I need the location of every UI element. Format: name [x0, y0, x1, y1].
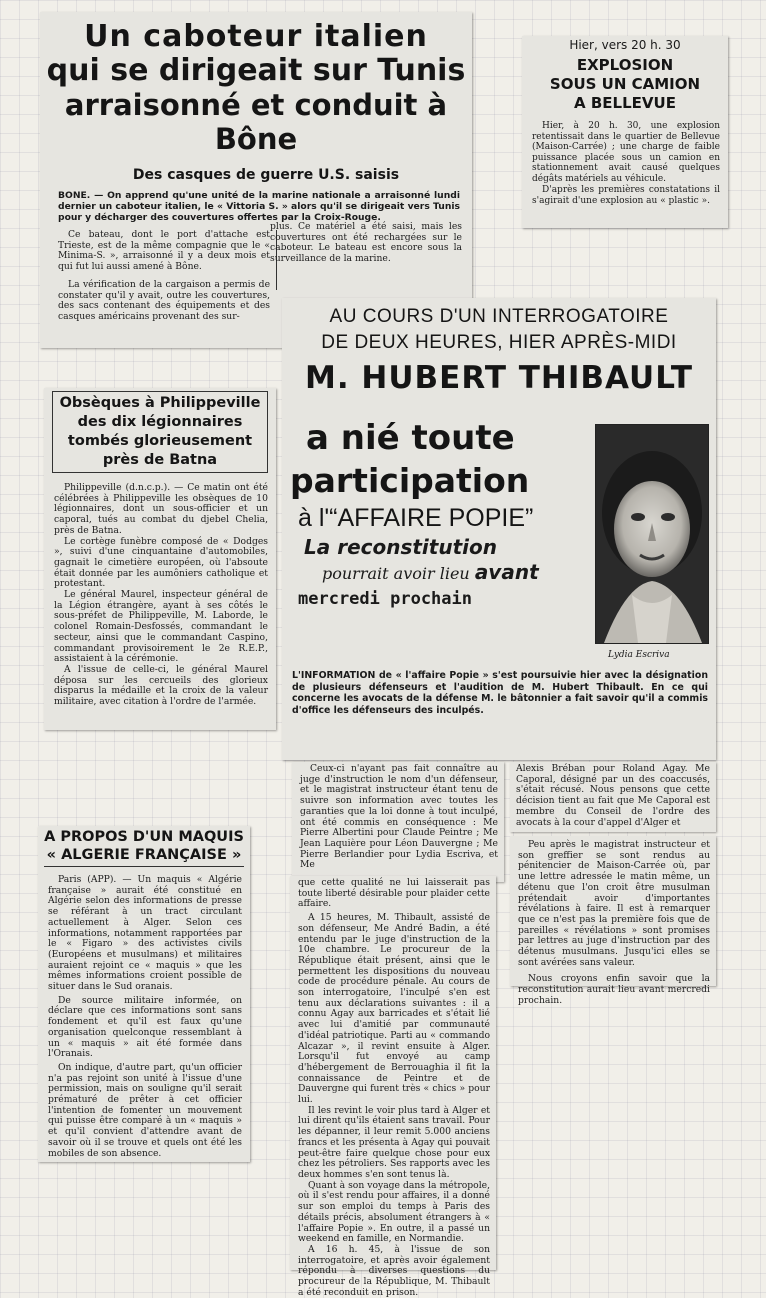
article-thibault-sub3: mercredi prochain [298, 589, 472, 609]
article-thibault-lead: L'INFORMATION de « l'affaire Popie » s'est poursuivie hier avec la désignation de plusieurs défenseurs et l'audition de M. Hubert Thibault. En ce qui concerne les avocats de la défense M. le bâtonnier a fait savoir qu'il a commis d'office les défenseurs des inculpés. [292, 670, 708, 716]
article-caboteur-headline-2: qui se dirigeait sur Tunis [46, 53, 466, 88]
article-thibault-kicker-2: DE DEUX HEURES, HIER APRÈS-MIDI [321, 332, 677, 353]
article-thibault-col-c-text: que cette qualité ne lui laisserait pas toute liberté désirable pour plaider cette affaire. [298, 877, 490, 910]
article-explosion-kicker: Hier, vers 20 h. 30 [569, 38, 681, 52]
article-obseques-headline-2: des dix légionnaires [77, 414, 243, 430]
article-thibault-headline-3: participation [290, 461, 530, 500]
article-explosion-headline-1: EXPLOSION [576, 56, 674, 74]
article-maquis-p2: De source militaire informée, on déclare que ces informations sont sans fondement et qu'il est faux qu'une organisation quelconque ressemblant à un « maquis » ait été formée dans l'Oranais. [48, 994, 242, 1060]
article-explosion-body2: D'après les premières constatations il s'agirait d'une explosion au « plastic ». [532, 185, 720, 206]
article-caboteur-col1: Ce bateau, dont le port d'attache est Trieste, est de la même compagnie que le « Minima-S. », arraisonné il y a deux mois et qui fut lui aussi amené à Bône. [58, 229, 270, 273]
article-caboteur-col1b: La vérification de la cargaison a permis de constater qu'il y avait, outre les couvertures, des sacs contenant des équipements et des casques américains provenant des sur- [58, 278, 270, 322]
article-thibault-kicker-1: AU COURS D'UN INTERROGATOIRE [329, 306, 669, 327]
article-thibault-sub2a: pourrait avoir lieu [322, 564, 470, 583]
article-explosion-body: Hier, à 20 h. 30, une explosion retentissait dans le quartier de Bellevue (Maison-Carrée) ; une charge de faible puissance placée sous un camion en stationnement avait causé quelques dégâts matériels au véhicule. [532, 121, 720, 184]
article-obseques-p3: Le général Maurel, inspecteur général de la Légion étrangère, ayant à ses côtés le sous-préfet de Philippeville, M. Laborde, le colonel Romain-Desfossés, commandant le secteur, ainsi que le commandant Caspino, commandant provisoirement le 2e R.E.P., assistaient à la cérémonie. [54, 589, 268, 665]
article-thibault-col-c-text2: A 15 heures, M. Thibault, assisté de son défenseur, Me André Badin, a été entendu par le juge d'instruction de la 10e chambre. Le procureur de la République était présent, ainsi que le permettent les dispositions du nouveau code de procédure pénale. Au cours de son interrogatoire, l'inculpé s'en est tenu aux déclarations suivantes : il a connu Agay aux barricades et s'était lié avec lui d'amitié par communauté d'idéal patriotique. Parti au « commando Alcazar », il revint ensuite à Alger. Lorsqu'il fut envoyé au camp d'hébergement de Berrouaghia il fit la connaissance de Peintre et de Dauvergne qui furent très « chics » pour lui. [298, 912, 490, 1106]
article-thibault-col-a-text: Ceux-ci n'ayant pas fait connaître au juge d'instruction le nom d'un défenseur, et le magistrat instructeur étant tenu de suivre son information avec toutes les garanties que la loi donne à tout inculpé, ont été commis en conséquence : Me Pierre Albertini pour Claude Peintre ; Me Jean Laquière pour Léon Dauvergne ; Me Pierre Berlandier pour Lydia Escriva, et Me [300, 763, 498, 871]
article-thibault-sub2b: avant [474, 560, 539, 584]
article-thibault-headline-1: M. HUBERT THIBAULT [305, 360, 693, 396]
article-thibault-headline-2: a nié toute [306, 418, 515, 458]
article-thibault-col-d [510, 836, 716, 1006]
article-obseques-p4: A l'issue de celle-ci, le général Maurel déposa sur les cercueils des glorieux disparus la médaille et la croix de la valeur militaire, avec citation à l'ordre de l'armée. [54, 663, 268, 708]
article-thibault-col-b [510, 762, 716, 832]
article-obseques-p1: Philippeville (d.n.c.p.). — Ce matin ont été célébrées à Philippeville les obsèques de 10 légionnaires, dont un sous-officier et un caporal, tués au combat du djebel Chelia, près de Batna. [54, 482, 268, 536]
article-maquis-p1: Paris (APP). — Un maquis « Algérie française » aurait été constitué en Algérie selon des informations de presse se référant à un tract circulant actuellement à Alger. Selon ces informations, notamment rapportées par le « Figaro » des activistes civils (Européens et musulmans) et militaires auraient rejoint ce « maquis » que les mêmes informations croient possible de situer dans le Sud oranais. [48, 874, 242, 993]
article-thibault-col-c-text4: Quant à son voyage dans la métropole, où il s'est rendu pour affaires, il a donné sur son emploi du temps à Paris des détails précis, absolument étrangers à « l'affaire Popie ». En outre, il a passé un weekend en famille, en Normandie. [298, 1179, 490, 1245]
article-caboteur-lead: BONE. — On apprend qu'une unité de la marine nationale a arraisonné lundi dernier un caboteur italien, le « Vittoria S. » alors qu'il se dirigeait vers Tunis pour y décharger des couvertures offertes par la Croix-Rouge. [58, 190, 460, 224]
article-explosion [522, 36, 728, 228]
article-thibault-col-a [292, 762, 504, 882]
article-thibault-sub1: La reconstitution [304, 535, 497, 559]
article-thibault-col-c-text3: Il les revint le voir plus tard à Alger et lui dirent qu'ils étaient sans travail. Pour les dépanner, il leur remit 5.000 anciens francs et les présenta à Agay qui pouvait peut-être faire quelque chose pour eux chez les pétroliers. Ses rapports avec les deux hommes s'en sont tenus là. [298, 1104, 490, 1180]
article-maquis-headline-1: A PROPOS D'UN MAQUIS [44, 829, 244, 845]
article-explosion-headline-2: SOUS UN CAMION [549, 75, 701, 93]
lydia-escriva-photo [595, 424, 709, 644]
article-thibault-headline-4: à l'“AFFAIRE POPIE” [298, 504, 534, 532]
article-caboteur-headline-1: Un caboteur italien [84, 19, 428, 54]
article-thibault-col-b-text: Alexis Bréban pour Roland Agay. Me Caporal, désigné par un des coaccusés, s'était récusé. Nous pensons que cette décision tient au fait que Me Caporal est membre du Conseil de l'ordre des avocats à la cour d'appel d'Alger et [516, 763, 710, 828]
article-thibault-col-d-text: Peu après le magistrat instructeur et son greffier se sont rendus au pénitencier de Maison-Carrée où, par une lettre adressée le matin même, un détenu que l'on croit être musulman prétendait avoir d'importantes révélations à faire. Il est à remarquer que ce n'est pas la première fois que de pareilles « révélations » sont promises par lettres au juge d'instruction par des détenus musulmans. Jusqu'ici elles se sont avérées sans valeur. [518, 839, 710, 968]
article-caboteur-subhead: Des casques de guerre U.S. saisis [132, 167, 400, 183]
article-explosion-headline-3: A BELLEVUE [574, 94, 676, 112]
portrait-illustration [596, 425, 708, 643]
article-maquis-headline-2: « ALGERIE FRANÇAISE » [46, 847, 242, 863]
article-caboteur-col2: plus. Ce matériel a été saisi, mais les couvertures ont été rechargées sur le caboteur. Le bateau est encore sous la surveillance de la marine. [270, 221, 462, 265]
article-obseques [44, 388, 276, 730]
article-obseques-headline-3: tombés glorieusement [67, 433, 253, 449]
article-thibault [282, 298, 716, 760]
article-thibault-col-d-text2: Nous croyons enfin savoir que la reconstitution aurait lieu avant mercredi prochain. [518, 973, 710, 1006]
article-maquis [38, 826, 250, 1162]
photo-caption: Lydia Escriva [608, 650, 670, 660]
article-maquis-p3: On indique, d'autre part, qu'un officier n'a pas rejoint son unité à l'issue d'une permission, mais on souligne qu'il serait prématuré de prêter à cet officier l'intention de fomenter un mouvement qui puisse être comparé à un « maquis » et qu'il convient d'attendre avant de savoir où il se trouve et quels ont été les mobiles de son absence. [48, 1061, 242, 1159]
article-obseques-headline-1: Obsèques à Philippeville [59, 395, 261, 411]
article-thibault-col-c [290, 876, 496, 1298]
article-obseques-p2: Le cortège funèbre composé de « Dodges », suivi d'une cinquantaine d'automobiles, gagnait le cimetière européen, où l'absoute était donnée par les aumôniers catholique et protestant. [54, 535, 268, 590]
article-thibault-col-c-text5: A 16 h. 45, à l'issue de son interrogatoire, et après avoir également répondu à diverses questions du procureur de la République, M. Thibault a été reconduit en prison. [298, 1243, 490, 1298]
article-caboteur-headline-3: arraisonné et conduit à Bône [64, 88, 448, 156]
article-obseques-headline-4: près de Batna [102, 452, 218, 468]
